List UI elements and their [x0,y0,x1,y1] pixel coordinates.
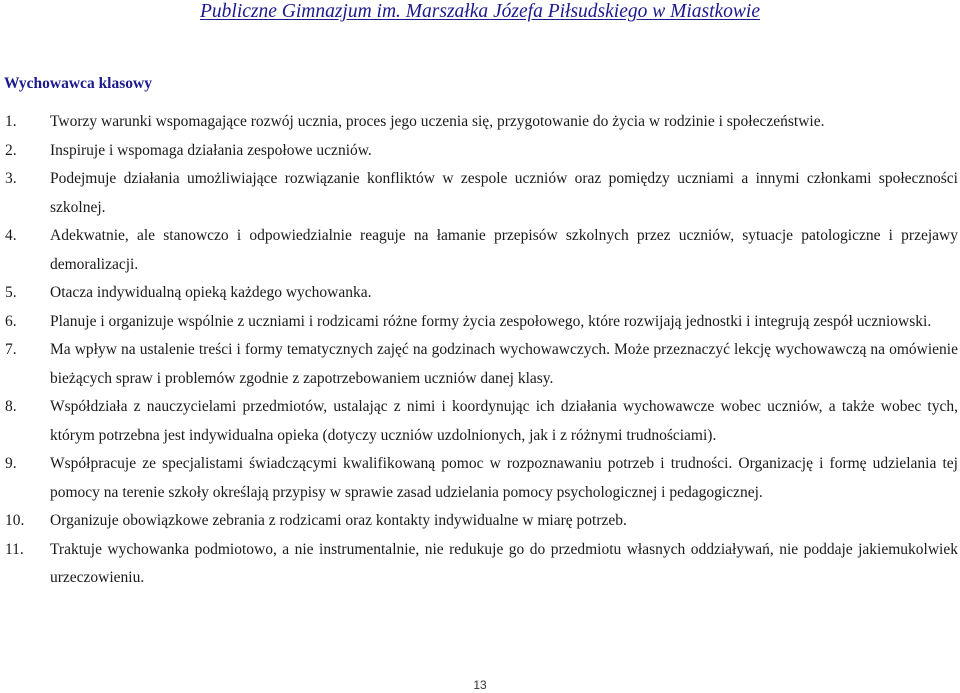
list-item [0,536,960,593]
item-number: 9. [5,455,17,472]
item-text: Podejmuje działania umożliwiające rozwiązanie konfliktów w zespole uczniów oraz pomiędzy uczniami a innymi członkami społeczności szkolnej. [50,170,958,216]
list-item [0,308,960,337]
list-item [0,507,960,536]
item-number: 4. [5,227,17,244]
item-text: Traktuje wychowanka podmiotowo, a nie instrumentalnie, nie redukuje go do przedmiotu własnych oddziaływań, nie poddaje jakiemukolwiek urzeczowieniu. [50,540,958,586]
list-item [0,450,960,507]
item-text: Otacza indywidualną opieką każdego wychowanka. [50,284,372,301]
list-item [0,279,960,308]
item-text: Planuje i organizuje wspólnie z uczniami i rodzicami różne formy życia zespołowego, które rozwijają jednostki i integrują zespół uczniowski. [50,312,932,330]
item-text: Współpracuje ze specjalistami świadczącymi kwalifikowaną pomoc w rozpoznawaniu potrzeb i trudności. Organizację i formę udzielania tej pomocy na terenie szkoły określają przypisy w sprawie zasad udzielania pomocy psychologicznej i pedagogicznej. [50,455,958,501]
item-text: Tworzy warunki wspomagające rozwój ucznia, proces jego uczenia się, przygotowanie do życia w rodzinie i społeczeństwie. [50,113,825,130]
list-item [0,393,960,450]
item-number: 7. [5,341,17,358]
item-number: 3. [5,170,17,187]
list-item [0,108,960,137]
item-number: 6. [5,312,17,330]
document-header: Publiczne Gimnazjum im. Marszałka Józefa Piłsudskiego w Miastkowie [199,1,761,22]
item-number: 8. [5,398,17,415]
item-number: 1. [5,113,17,130]
list-item [0,165,960,222]
item-text: Inspiruje i wspomaga działania zespołowe uczniów. [50,141,372,159]
item-text: Organizuje obowiązkowe zebrania z rodzicami oraz kontakty indywidualne w miarę potrzeb. [50,512,627,529]
list-item [0,137,960,166]
list-item [0,222,960,279]
item-text: Współdziała z nauczycielami przedmiotów, ustalając z nimi i koordynując ich działania wychowawcze wobec uczniów, a także wobec tych, którym potrzebna jest indywidualna opieka (dotyczy uczniów uzdolnionych, jak i z różnymi trudnościami). [50,398,958,444]
item-number: 5. [5,284,17,301]
list-item [0,336,960,393]
duties-list [0,108,960,593]
page-number: 13 [473,678,487,692]
item-number: 2. [5,141,17,159]
item-text: Adekwatnie, ale stanowczo i odpowiedzialnie reaguje na łamanie przepisów szkolnych przez uczniów, sytuacje patologiczne i przejawy demoralizacji. [50,227,958,273]
section-title: Wychowawca klasowy [4,75,152,92]
item-text: Ma wpływ na ustalenie treści i formy tematycznych zajęć na godzinach wychowawczych. Może przeznaczyć lekcję wychowawczą na omówienie bieżących spraw i problemów zgodnie z zapotrzebowaniem uczniów danej klasy. [50,341,958,387]
item-number: 10. [5,512,25,529]
item-number: 11. [5,540,24,558]
